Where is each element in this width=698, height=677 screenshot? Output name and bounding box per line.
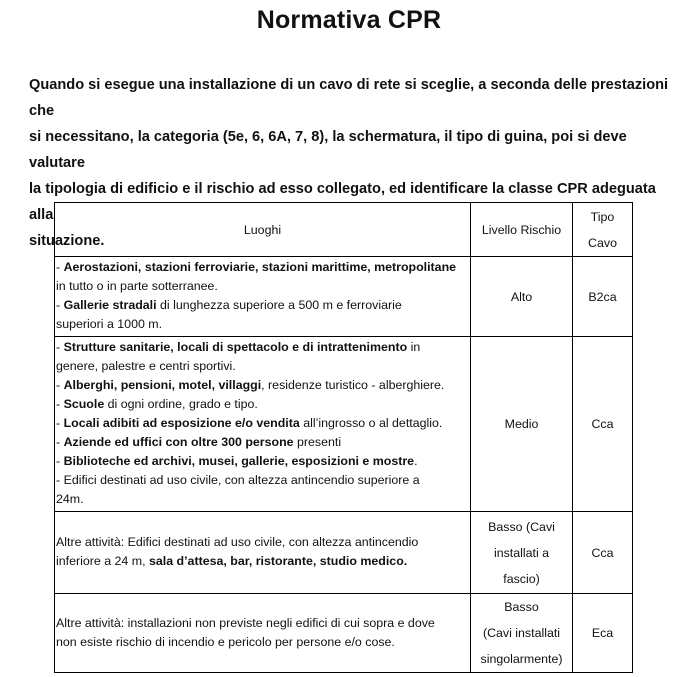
text: presenti <box>293 435 342 449</box>
text: - <box>56 378 64 392</box>
luoghi-line <box>56 296 470 315</box>
header-luoghi: Luoghi <box>55 203 471 257</box>
luoghi-line <box>56 490 470 509</box>
text: - <box>56 397 64 411</box>
intro-paragraph: Quando si esegue una installazione di un cavo di rete si sceglie, a seconda delle prestazioni che si necessitano, la categoria (5e, 6, 6A, 7, 8), la schermatura, il tipo di guina, poi si deve valutare la tipologia di edificio e il rischio ad esso collegato, ed identificare la classe CPR adeguata alla situazione. <box>29 77 669 249</box>
luoghi-cell <box>55 337 471 512</box>
text: Altre attività: installazioni non previste negli edifici di cui sopra e dove <box>56 615 435 630</box>
luoghi-line <box>56 614 470 633</box>
table-row <box>55 512 633 594</box>
luoghi-line <box>56 357 470 376</box>
bold-text: Gallerie stradali <box>63 298 157 312</box>
table-row <box>55 594 633 673</box>
livello-rischio-value: Alto <box>510 289 533 304</box>
text: genere, palestre e centri sportivi. <box>56 359 236 373</box>
header-livello-rischio: Livello Rischio <box>471 203 573 257</box>
tipo-cavo-value: Eca <box>591 626 614 640</box>
livello-rischio-cell <box>471 594 573 673</box>
luoghi-line <box>56 471 470 490</box>
tipo-cavo-cell <box>573 594 633 673</box>
text: . <box>414 454 418 468</box>
text: - <box>56 298 64 312</box>
livello-rischio-cell <box>471 337 573 512</box>
luoghi-line <box>56 376 470 395</box>
tipo-cavo-value: Cca <box>591 545 614 560</box>
luoghi-line <box>56 452 470 471</box>
text: , residenze turistico - alberghiere. <box>261 378 445 392</box>
table-row <box>55 257 633 337</box>
text: all’ingrosso o al dettaglio. <box>299 416 443 430</box>
bold-text: Locali adibiti ad esposizione e/o vendita <box>63 416 300 430</box>
text: Altre attività: Edifici destinati ad uso civile, con altezza antincendio <box>56 535 419 549</box>
bold-text: Strutture sanitarie, locali di spettacolo e di intrattenimento <box>63 340 408 354</box>
luoghi-line <box>56 395 470 414</box>
text: in <box>407 340 421 354</box>
tipo-cavo-value: Cca <box>591 417 614 431</box>
luoghi-cell <box>55 257 471 337</box>
luoghi-line <box>56 433 470 452</box>
text: in tutto o in parte sotterranee. <box>56 279 218 293</box>
luoghi-cell <box>55 594 471 673</box>
livello-rischio-value: Basso (Cavi installati a fascio) <box>488 519 555 586</box>
luoghi-line <box>56 633 470 652</box>
bold-text: Aerostazioni, stazioni ferroviarie, stazioni marittime, metropolitane <box>63 260 457 274</box>
luoghi-line <box>56 277 470 296</box>
text: - <box>56 260 64 274</box>
luoghi-line <box>56 414 470 433</box>
table-header-row <box>55 203 633 257</box>
text: 24m. <box>56 492 84 506</box>
bold-text: Biblioteche ed archivi, musei, gallerie, esposizioni e mostre <box>63 454 415 468</box>
livello-rischio-value: Basso (Cavi installati singolarmente) <box>480 600 563 666</box>
tipo-cavo-cell <box>573 337 633 512</box>
cpr-table <box>54 202 633 673</box>
table-row <box>55 337 633 512</box>
page-title: Normativa CPR <box>256 6 442 34</box>
luoghi-line <box>56 338 470 357</box>
text: inferiore a 24 m, <box>56 554 149 568</box>
tipo-cavo-cell <box>573 512 633 594</box>
text: di lunghezza superiore a 500 m e ferroviarie <box>156 298 402 312</box>
text: - <box>56 340 64 354</box>
bold-text: Alberghi, pensioni, motel, villaggi <box>63 378 262 392</box>
text: - Edifici destinati ad uso civile, con altezza antincendio superiore a <box>56 473 420 487</box>
text: - <box>56 416 64 430</box>
text: - <box>56 454 64 468</box>
text: non esiste rischio di incendio e pericolo per persone e/o cose. <box>56 634 395 649</box>
text: di ogni ordine, grado e tipo. <box>104 397 258 411</box>
tipo-cavo-cell <box>573 257 633 337</box>
livello-rischio-cell <box>471 512 573 594</box>
bold-text: Scuole <box>63 397 105 411</box>
luoghi-line <box>56 315 470 334</box>
luoghi-line <box>56 533 470 552</box>
livello-rischio-value: Medio <box>504 417 539 431</box>
luoghi-line <box>56 258 470 277</box>
text: superiori a 1000 m. <box>56 317 163 331</box>
tipo-cavo-value: B2ca <box>588 289 617 304</box>
livello-rischio-cell <box>471 257 573 337</box>
text: - <box>56 435 64 449</box>
bold-text: sala d’attesa, bar, ristorante, studio medico. <box>148 554 408 568</box>
header-tipo-cavo: Tipo Cavo <box>573 203 633 257</box>
luoghi-cell <box>55 512 471 594</box>
bold-text: Aziende ed uffici con oltre 300 persone <box>63 435 294 449</box>
luoghi-line <box>56 552 470 571</box>
